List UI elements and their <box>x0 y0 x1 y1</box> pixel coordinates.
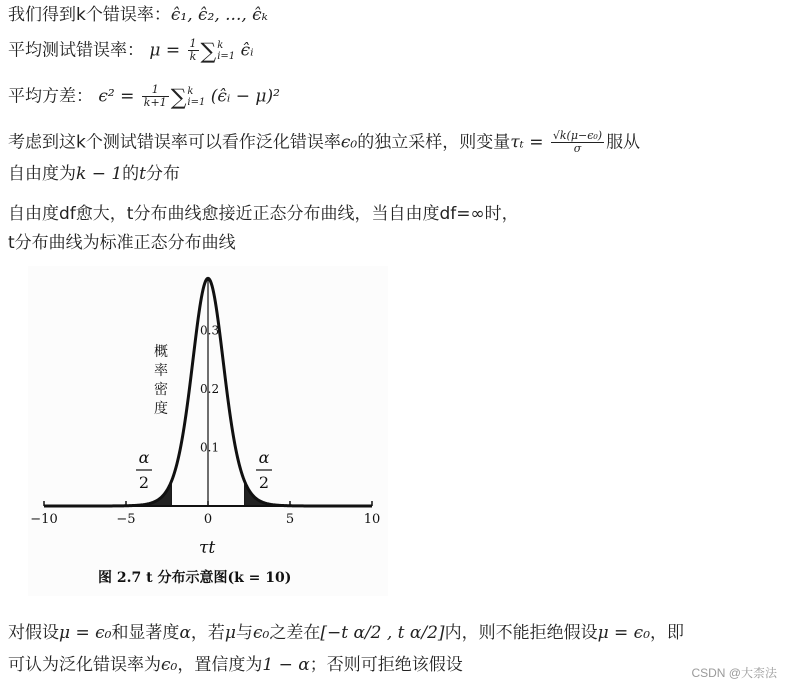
math-eps0: ϵ₀ <box>340 132 358 153</box>
line-hypothesis <box>8 622 684 644</box>
math-tau-t: τₜ = <box>510 132 544 153</box>
sum-symbol: ∑ <box>200 39 217 65</box>
frac-den: σ <box>573 142 582 155</box>
math-variance-term: (ϵ̂ᵢ − μ)² <box>210 86 280 107</box>
y-axis-label-char: 概 <box>154 344 168 360</box>
line-dof <box>8 163 180 185</box>
x-tick-label-3: 5 <box>285 512 295 527</box>
csdn-watermark: CSDN @大柰法 <box>691 666 777 680</box>
frac-den: k+1 <box>143 96 167 109</box>
math-eps-hat-i: ϵ̂ᵢ <box>240 40 254 61</box>
tail-label-left-den: 2 <box>138 473 150 492</box>
line-k-error-rates <box>8 4 268 26</box>
math-mu-eq-eps0: μ = ϵ₀ <box>59 623 112 643</box>
math-interval: [−t α/2 , t α/2] <box>320 623 445 643</box>
line-conclusion <box>8 654 463 676</box>
math-one-minus-alpha: 1 − α <box>262 655 310 675</box>
line-standard-normal: t分布曲线为标准正态分布曲线 <box>8 233 236 253</box>
sum-bottom: i=1 <box>217 50 236 62</box>
x-tick-label-0: −10 <box>30 512 58 527</box>
chart-layer <box>30 278 380 527</box>
frac-t-statistic <box>551 130 604 155</box>
frac-num: 1 <box>142 84 169 97</box>
frac-1-over-k1 <box>142 84 169 109</box>
x-tick-label-1: −5 <box>116 512 136 527</box>
text-mean-error: 平均测试错误率： <box>8 40 144 61</box>
figure-caption: 图 2.7 t 分布示意图(k = 10) <box>98 570 292 586</box>
y-tick-label-2: 0.3 <box>200 323 220 338</box>
frac-den: k <box>189 50 197 63</box>
sum-limits <box>187 86 205 108</box>
math-mu-eq-eps0-2: μ = ϵ₀ <box>597 623 651 643</box>
tail-label-right-num: α <box>258 448 270 467</box>
y-tick-label-0: 0.1 <box>200 440 220 455</box>
text-consider: 考虑到这k个测试错误率可以看作泛化错误率 <box>8 132 341 153</box>
math-error-list: ϵ̂₁, ϵ̂₂, ..., ϵ̂ₖ <box>170 5 268 25</box>
math-eps0: ϵ₀ <box>252 623 270 643</box>
text-and: 与 <box>235 623 253 643</box>
math-alpha: α <box>179 623 191 643</box>
y-axis-label <box>154 343 168 417</box>
text-dof: 自由度为 <box>8 164 76 184</box>
text-diff-within: 之差在 <box>269 623 321 643</box>
text-namely: ，即 <box>650 623 685 643</box>
x-tick-label-4: 10 <box>363 512 381 527</box>
sum-bottom: i=1 <box>187 96 206 108</box>
math-t: t <box>139 164 147 184</box>
y-axis-label-char: 度 <box>154 401 168 417</box>
sum-top: k <box>187 85 194 97</box>
math-eps-sq-eq: ϵ² = <box>98 86 135 107</box>
sum-limits <box>217 40 235 62</box>
text-independent-sample: 的独立采样，则变量 <box>357 132 511 153</box>
math-mu: μ <box>224 623 236 643</box>
sum-top: k <box>217 39 224 51</box>
sum-symbol: ∑ <box>170 85 187 111</box>
x-tick-label-2: 0 <box>203 512 213 527</box>
text-for-hypothesis: 对假设 <box>8 623 59 643</box>
frac-1-over-k <box>188 38 199 63</box>
t-distribution-chart <box>28 266 388 596</box>
t-distribution-figure <box>28 266 388 596</box>
math-k-minus-1: k − 1 <box>76 164 123 184</box>
line-t-variable <box>8 130 640 155</box>
y-axis-label-char: 率 <box>154 363 168 379</box>
line-mean-variance <box>8 84 280 110</box>
text-k-error-rates: 我们得到k个错误率： <box>8 5 171 25</box>
frac-num: 1 <box>189 37 197 50</box>
y-tick-label-1: 0.2 <box>200 382 220 396</box>
frac-num: √k(μ−ϵ₀) <box>552 129 603 142</box>
text-otherwise-reject: ；否则可拒绝该假设 <box>309 655 463 675</box>
line-mean-error <box>8 38 254 64</box>
text-of: 的 <box>122 164 140 184</box>
y-axis-label-char: 密 <box>154 382 168 398</box>
line-df-note: 自由度df愈大，t分布曲线愈接近正态分布曲线，当自由度df=∞时， <box>8 204 519 224</box>
text-if: ，若 <box>190 623 225 643</box>
math-eps0: ϵ₀ <box>161 655 178 675</box>
math-mu-eq: μ = <box>149 40 181 61</box>
tail-label-left-num: α <box>138 448 150 467</box>
text-distribution: 分布 <box>146 164 181 184</box>
text-significance: 和显著度 <box>111 623 180 643</box>
text-cannot-reject: 内，则不能拒绝假设 <box>444 623 598 643</box>
text-generalization: 可认为泛化错误率为 <box>8 655 161 675</box>
text-obey: 服从 <box>606 132 641 153</box>
x-axis-label: τt <box>199 538 216 558</box>
text-confidence: ，置信度为 <box>177 655 263 675</box>
text-mean-variance: 平均方差： <box>8 86 93 107</box>
tail-label-right-den: 2 <box>258 473 270 492</box>
